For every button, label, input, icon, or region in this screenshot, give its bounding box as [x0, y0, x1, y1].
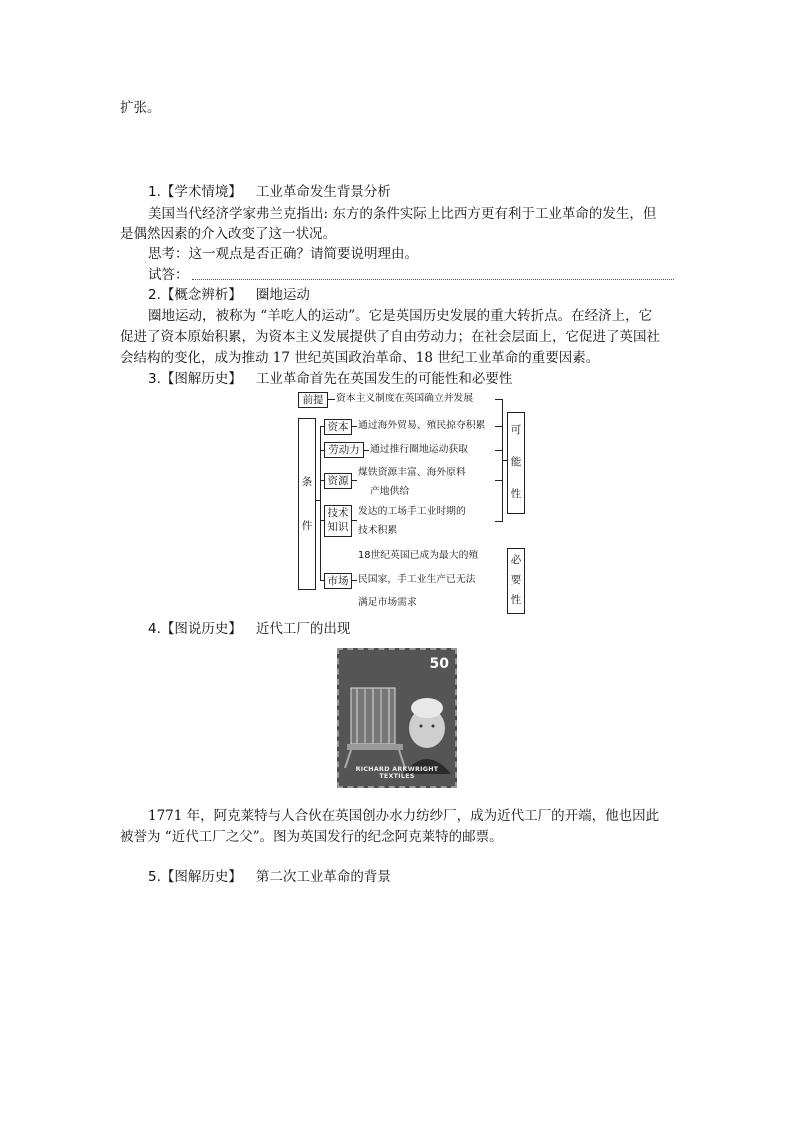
- section-1-line1: 美国当代经济学家弗兰克指出: 东方的条件实际上比西方更有利于工业革命的发生，但: [148, 206, 657, 222]
- section-2-label: 2.【概念辨析】: [148, 287, 242, 303]
- market-box: 市场: [324, 573, 352, 589]
- connector: [351, 520, 357, 521]
- stamp-value: 50: [429, 656, 449, 672]
- section-1-title: 工业革命发生背景分析: [255, 184, 391, 200]
- connector: [351, 426, 357, 427]
- top-text: 扩张。: [120, 100, 161, 116]
- section-1-label: 1.【学术情境】: [148, 184, 242, 200]
- capital-text: 通过海外贸易、殖民掠夺积累: [358, 420, 486, 431]
- section-4-title: 近代工厂的出现: [255, 621, 351, 637]
- necessity-char-2: 要: [510, 574, 522, 586]
- section-1-question: 思考：这一观点是否正确？请简要说明理由。: [148, 246, 418, 262]
- bracket: [495, 426, 503, 427]
- section-2-line1: 圈地运动，被称为 “羊吃人的运动”。它是英国历史发展的重大转折点。在经济上，它: [148, 308, 653, 324]
- labor-box: 劳动力: [324, 442, 364, 458]
- condition-char-1: 条: [301, 476, 313, 488]
- section-3-heading: [148, 369, 512, 389]
- diagram: [290, 388, 530, 616]
- section-5-label: 5.【图解历史】: [148, 869, 242, 885]
- stamp-caption: RICHARD ARKWRIGHT TEXTILES: [355, 766, 439, 780]
- tech-text-2: 技术积累: [358, 525, 398, 536]
- section-4-line1: 1771 年，阿克莱特与人合伙在英国创办水力纺纱厂，成为近代工厂的开端，他也因此: [148, 808, 660, 824]
- possibility-box: [507, 412, 525, 514]
- market-text-3: 满足市场需求: [358, 597, 417, 608]
- resources-box: 资源: [324, 473, 352, 489]
- condition-char-2: 件: [301, 520, 313, 532]
- section-4-heading: [148, 619, 350, 639]
- premise-box: 前提: [298, 392, 328, 408]
- labor-text: 通过推行圈地运动获取: [370, 444, 468, 455]
- tech-text-1: 发达的工场手工业时期的: [358, 506, 466, 517]
- answer-line[interactable]: [192, 279, 674, 280]
- necessity-box: [507, 548, 525, 614]
- connector: [351, 480, 357, 481]
- condition-box: [298, 418, 316, 590]
- possibility-char-2: 能: [510, 456, 522, 468]
- section-2-line3: 会结构的变化，成为推动 17 世纪英国政治革命、18 世纪工业革命的重要因素。: [120, 350, 600, 366]
- section-5-title: 第二次工业革命的背景: [255, 869, 391, 885]
- bracket: [495, 480, 503, 481]
- section-1-heading: [148, 182, 391, 202]
- capital-box: 资本: [324, 419, 352, 435]
- necessity-char-1: 必: [510, 554, 522, 566]
- section-4-label: 4.【图说历史】: [148, 621, 242, 637]
- connector: [363, 450, 369, 451]
- arkwright-stamp: [337, 648, 457, 788]
- market-text-1: 18世纪英国已成为最大的殖: [358, 550, 479, 561]
- section-2-line2: 促进了资本原始积累，为资本主义发展提供了自由劳动力；在社会层面上，它促进了英国社: [120, 329, 660, 345]
- resources-text-2: 产地供给: [370, 486, 410, 497]
- section-5-heading: [148, 867, 391, 887]
- tech-box: [324, 505, 352, 537]
- connector: [327, 399, 335, 400]
- connector: [315, 500, 320, 501]
- bracket: [495, 399, 503, 400]
- resources-text-1: 煤铁资源丰富、海外原料: [358, 467, 466, 478]
- tech-label-2: 知识: [327, 521, 349, 533]
- bracket: [495, 521, 503, 522]
- section-3-title: 工业革命首先在英国发生的可能性和必要性: [255, 371, 513, 387]
- connector: [351, 580, 357, 581]
- section-3-label: 3.【图解历史】: [148, 371, 242, 387]
- premise-text: 资本主义制度在英国确立并发展: [336, 393, 474, 404]
- tech-label-1: 技术: [327, 507, 349, 519]
- section-2-title: 圈地运动: [255, 287, 310, 303]
- section-1-line2: 是偶然因素的介入改变了这一状况。: [120, 226, 336, 242]
- bracket: [495, 450, 503, 451]
- possibility-char-3: 性: [510, 488, 522, 500]
- section-4-line2: 被誉为 “近代工厂之父”。图为英国发行的纪念阿克莱特的邮票。: [120, 829, 503, 845]
- necessity-char-3: 性: [510, 594, 522, 606]
- possibility-char-1: 可: [510, 424, 522, 436]
- market-text-2: 民国家，手工业生产已无法: [358, 574, 476, 585]
- section-2-heading: [148, 285, 310, 305]
- answer-label: 试答：: [148, 267, 189, 283]
